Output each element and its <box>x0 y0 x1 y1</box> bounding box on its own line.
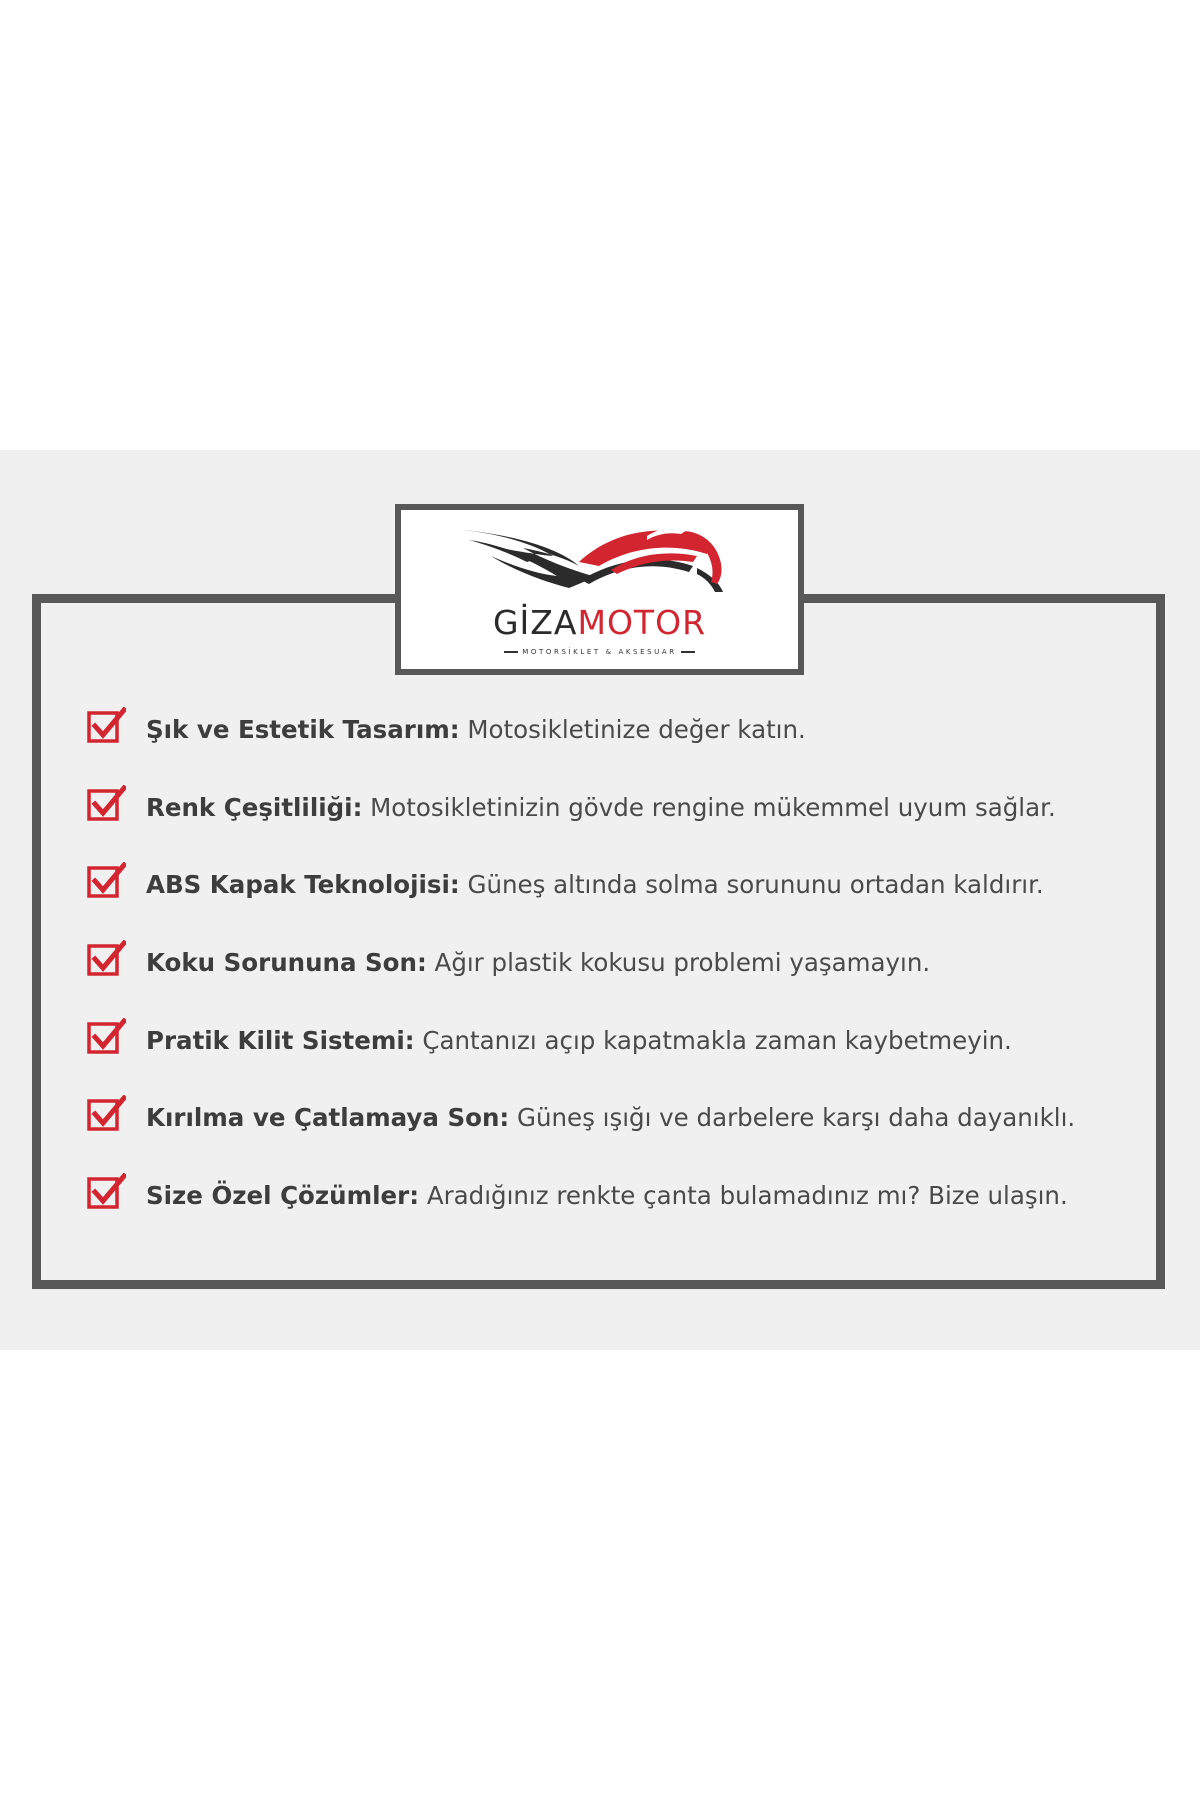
tagline-rule-right <box>681 651 695 653</box>
checkbox-checked-icon <box>86 1095 126 1135</box>
feature-description: Ağır plastik kokusu problemi yaşamayın. <box>426 948 931 978</box>
brand-tagline-row <box>401 648 798 656</box>
feature-label: Renk Çeşitliliği: <box>146 792 363 822</box>
motorcycle-silhouette-icon <box>461 522 741 602</box>
feature-label: Koku Sorununa Son: <box>146 948 427 978</box>
feature-label: Size Özel Çözümler: <box>146 1181 420 1211</box>
feature-description: Çantanızı açıp kapatmakla zaman kaybetmeyin. <box>414 1025 1012 1055</box>
feature-label: Kırılma ve Çatlamaya Son: <box>146 1103 510 1133</box>
checkbox-checked-icon <box>86 707 126 747</box>
checkbox-checked-icon <box>86 785 126 825</box>
feature-text <box>146 1103 1075 1132</box>
checkbox-checked-icon <box>86 1018 126 1058</box>
checkbox-checked-icon <box>86 862 126 902</box>
feature-description: Motosikletinize değer katın. <box>459 715 806 744</box>
brand-name-part1: GİZA <box>492 603 578 642</box>
feature-text <box>146 1026 1012 1055</box>
feature-item <box>86 705 1156 783</box>
brand-tagline: MOTORSİKLET & AKSESUAR <box>522 648 677 656</box>
feature-item <box>86 1093 1156 1171</box>
brand-name-part2: MOTOR <box>577 603 706 642</box>
feature-text <box>146 1181 1068 1210</box>
brand-wordmark <box>401 603 798 642</box>
feature-description: Motosikletinizin gövde rengine mükemmel uyum sağlar. <box>362 792 1056 822</box>
feature-item <box>86 860 1156 938</box>
feature-description: Güneş ışığı ve darbelere karşı daha dayanıklı. <box>509 1103 1076 1133</box>
feature-label: Şık ve Estetik Tasarım: <box>146 715 460 744</box>
brand-logo-box <box>395 504 804 675</box>
feature-item <box>86 783 1156 861</box>
feature-text <box>146 793 1056 822</box>
feature-label: ABS Kapak Teknolojisi: <box>146 870 460 900</box>
feature-label: Pratik Kilit Sistemi: <box>146 1025 415 1055</box>
feature-list <box>86 705 1156 1249</box>
feature-item <box>86 1171 1156 1249</box>
feature-text <box>146 715 806 744</box>
feature-description: Aradığınız renkte çanta bulamadınız mı? Bize ulaşın. <box>419 1181 1068 1211</box>
feature-item <box>86 938 1156 1016</box>
feature-text <box>146 948 930 977</box>
feature-item <box>86 1016 1156 1094</box>
feature-description: Güneş altında solma sorununu ortadan kaldırır. <box>459 870 1044 900</box>
feature-text <box>146 870 1044 899</box>
checkbox-checked-icon <box>86 940 126 980</box>
checkbox-checked-icon <box>86 1173 126 1213</box>
tagline-rule-left <box>504 651 518 653</box>
